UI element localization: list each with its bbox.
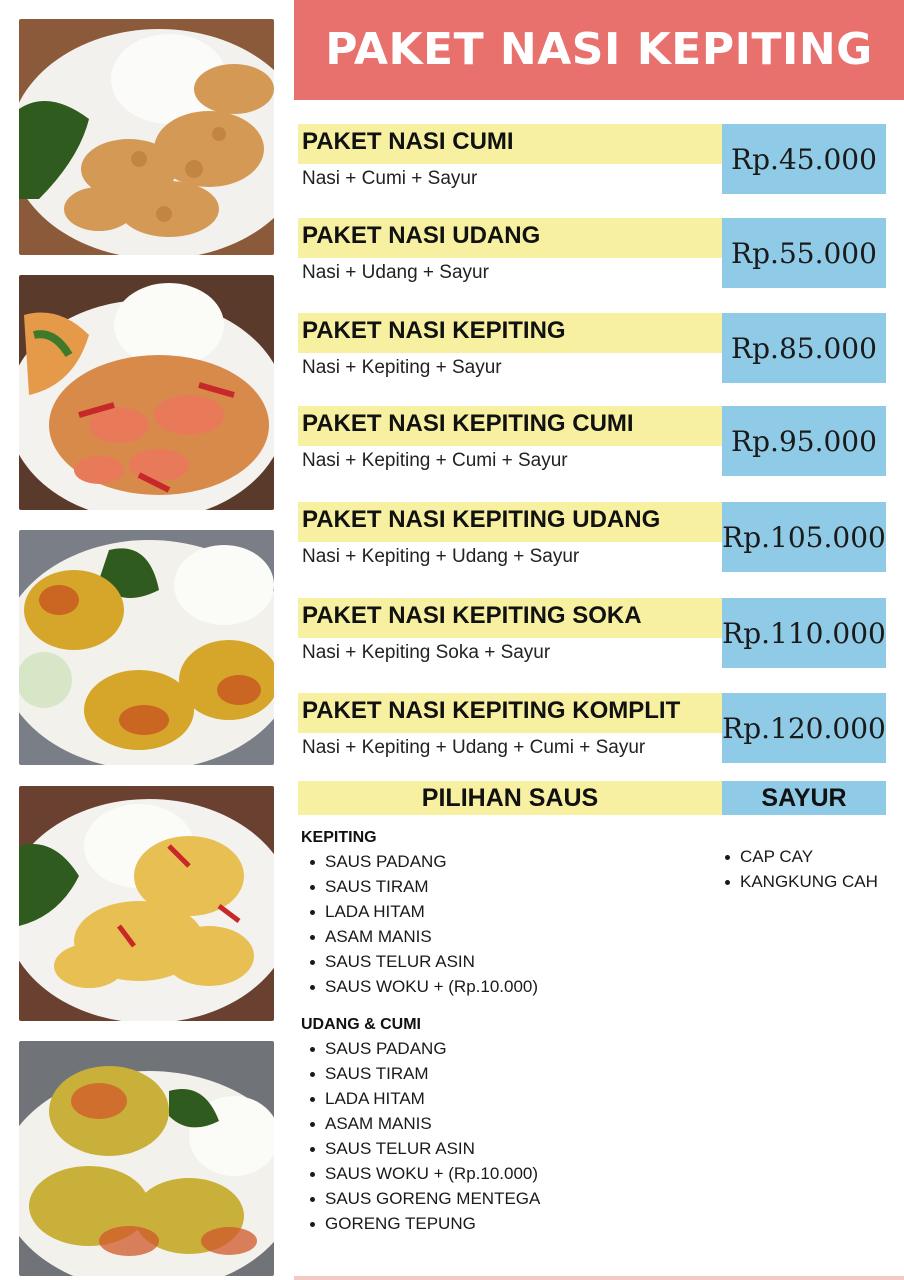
package-name: PAKET NASI KEPITING SOKA — [302, 602, 642, 629]
package-price: Rp.110.000 — [722, 598, 886, 668]
package-price: Rp.85.000 — [722, 313, 886, 383]
list-item: KANGKUNG CAH — [718, 869, 878, 894]
list-item: GORENG TEPUNG — [303, 1211, 540, 1236]
package-cumi — [298, 124, 888, 196]
package-desc: Nasi + Kepiting Soka + Sayur — [302, 642, 551, 663]
package-desc: Nasi + Kepiting + Udang + Sayur — [302, 546, 580, 567]
fried-squid-rice-photo — [19, 19, 274, 255]
package-udang — [298, 218, 888, 290]
fried-squid-salted-egg-photo — [19, 786, 274, 1021]
list-item: CAP CAY — [718, 844, 878, 869]
list-item: SAUS GORENG MENTEGA — [303, 1186, 540, 1211]
package-name: PAKET NASI KEPITING KOMPLIT — [302, 697, 681, 724]
udang-cumi-sauce-list — [303, 1036, 540, 1236]
package-desc: Nasi + Kepiting + Cumi + Sayur — [302, 450, 568, 471]
package-kepiting-udang — [298, 502, 888, 574]
package-desc: Nasi + Udang + Sayur — [302, 262, 489, 283]
list-item: SAUS TIRAM — [303, 1061, 540, 1086]
kepiting-sauce-list — [303, 849, 538, 999]
list-item: SAUS PADANG — [303, 1036, 540, 1061]
list-item: SAUS TELUR ASIN — [303, 1136, 540, 1161]
package-desc: Nasi + Kepiting + Sayur — [302, 357, 502, 378]
package-kepiting — [298, 313, 888, 385]
package-price: Rp.105.000 — [722, 502, 886, 572]
list-item: LADA HITAM — [303, 899, 538, 924]
package-price: Rp.55.000 — [722, 218, 886, 288]
list-item: SAUS TIRAM — [303, 874, 538, 899]
crab-corn-sauce-rice-photo — [19, 1041, 274, 1276]
package-name: PAKET NASI KEPITING CUMI — [302, 410, 634, 437]
package-price: Rp.95.000 — [722, 406, 886, 476]
udang-cumi-sauce-title: UDANG & CUMI — [301, 1016, 421, 1033]
package-name: PAKET NASI CUMI — [302, 128, 514, 155]
page-title: PAKET NASI KEPITING — [294, 0, 904, 100]
package-kepiting-cumi — [298, 406, 888, 478]
list-item: SAUS TELUR ASIN — [303, 949, 538, 974]
list-item: ASAM MANIS — [303, 1111, 540, 1136]
sauce-options-heading: PILIHAN SAUS — [298, 781, 722, 815]
photo-column — [0, 0, 290, 1280]
package-kepiting-soka — [298, 598, 888, 670]
list-item: SAUS WOKU + (Rp.10.000) — [303, 1161, 540, 1186]
bottom-divider — [294, 1276, 904, 1280]
package-name: PAKET NASI UDANG — [302, 222, 541, 249]
list-item: LADA HITAM — [303, 1086, 540, 1111]
package-name: PAKET NASI KEPITING UDANG — [302, 506, 661, 533]
package-kepiting-komplit — [298, 693, 888, 765]
package-desc: Nasi + Cumi + Sayur — [302, 168, 478, 189]
list-item: SAUS PADANG — [303, 849, 538, 874]
package-desc: Nasi + Kepiting + Udang + Cumi + Sayur — [302, 737, 646, 758]
package-name: PAKET NASI KEPITING — [302, 317, 566, 344]
package-price: Rp.45.000 — [722, 124, 886, 194]
list-item: ASAM MANIS — [303, 924, 538, 949]
package-price: Rp.120.000 — [722, 693, 886, 763]
vegetable-heading: SAYUR — [722, 781, 886, 815]
shrimp-sauce-rice-photo — [19, 275, 274, 510]
list-item: SAUS WOKU + (Rp.10.000) — [303, 974, 538, 999]
crab-salted-egg-rice-photo — [19, 530, 274, 765]
kepiting-sauce-title: KEPITING — [301, 829, 377, 846]
vegetable-list — [718, 844, 878, 894]
